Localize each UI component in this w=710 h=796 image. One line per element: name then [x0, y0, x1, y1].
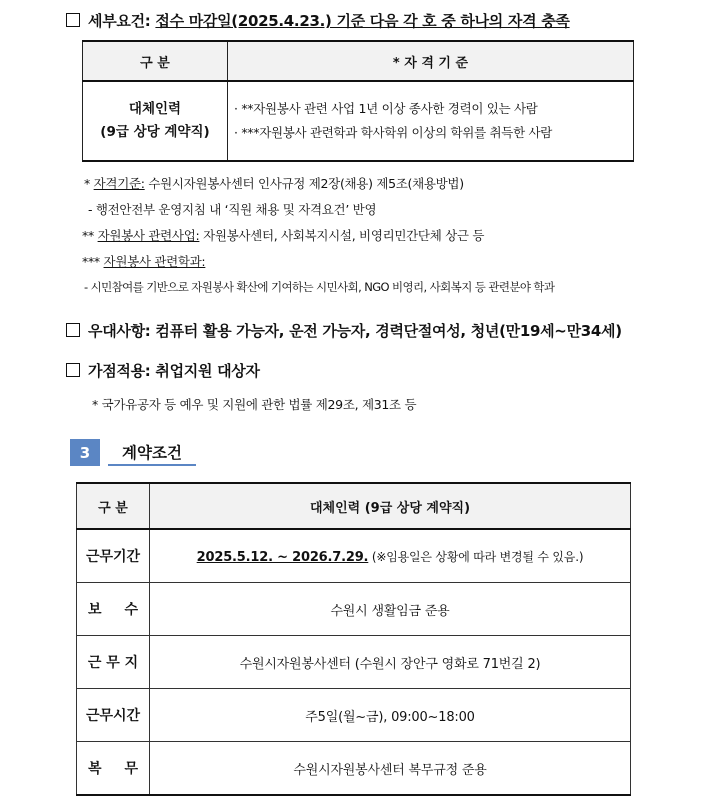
qual-criteria-cell [228, 81, 634, 161]
note-star: ** [82, 228, 94, 243]
note-qualification-basis [84, 174, 464, 192]
section-title: 계약조건 [108, 439, 196, 466]
qual-col-label: 구 분 [83, 41, 228, 81]
contract-col-label: 구 분 [77, 483, 150, 529]
row-label-char: 수 [124, 602, 138, 618]
row-value: 수원시자원봉사센터 (수원시 장안구 영화로 71번길 2) [150, 636, 631, 689]
table-row [77, 689, 631, 742]
qual-row-label-line2: (9급 상당 계약직) [100, 124, 210, 140]
row-label: 근무시간 [77, 689, 150, 742]
qualification-table [82, 40, 634, 162]
note-label: 자원봉사 관련사업: [97, 228, 200, 243]
contract-table [76, 482, 631, 796]
note-label: 자격기준: [93, 176, 145, 191]
qual-row-label-line1: 대체인력 [128, 101, 182, 117]
note-related-major-detail: - 시민참여를 기반으로 자원봉사 확산에 기여하는 시민사회, NGO 비영리, 사회복지 등 관련분야 학과 [84, 280, 555, 294]
note-star: *** [82, 254, 100, 269]
table-row [77, 583, 631, 636]
row-value [150, 529, 631, 583]
contract-col-value: 대체인력 (9급 상당 계약직) [150, 483, 631, 529]
bonus-note: * 국가유공자 등 예우 및 지원에 관한 법률 제29조, 제31조 등 [92, 397, 417, 412]
note-related-major [82, 252, 205, 270]
preferred-heading [66, 320, 622, 341]
work-period-note: (※임용일은 상황에 따라 변경될 수 있음.) [368, 549, 584, 564]
qual-criterion: · **자원봉사 관련 사업 1년 이상 종사한 경력이 있는 사람 [234, 101, 538, 116]
detail-underlined-text: 접수 마감일(2025.4.23.) 기준 다음 각 호 중 하나의 자격 충족 [155, 12, 570, 30]
table-row [77, 742, 631, 796]
note-label: 자원봉사 관련학과: [103, 254, 206, 269]
checkbox-square-icon [66, 13, 80, 27]
bonus-text: 가점적용: 취업지원 대상자 [88, 362, 260, 380]
note-related-business [82, 226, 484, 244]
qual-criterion: · ***자원봉사 관련학과 학사학위 이상의 학위를 취득한 사람 [234, 125, 553, 140]
qual-row-label [83, 81, 228, 161]
row-label [77, 583, 150, 636]
section-number-badge: 3 [70, 439, 100, 466]
row-value: 수원시 생활임금 준용 [150, 583, 631, 636]
table-row [77, 636, 631, 689]
row-label-char: 무 [124, 761, 138, 777]
row-value: 수원시자원봉사센터 복무규정 준용 [150, 742, 631, 796]
preferred-text: 우대사항: 컴퓨터 활용 가능자, 운전 가능자, 경력단절여성, 청년(만19세~만34세) [88, 322, 622, 340]
note-text: 자원봉사센터, 사회복지시설, 비영리민간단체 상근 등 [199, 228, 485, 243]
qual-col-criteria: * 자 격 기 준 [228, 41, 634, 81]
row-label: 근 무 지 [77, 636, 150, 689]
row-label: 근무기간 [77, 529, 150, 583]
note-guideline: - 행전안전부 운영지침 내 ‘직원 채용 및 자격요건’ 반영 [88, 202, 377, 217]
work-period-dates: 2025.5.12. ~ 2026.7.29. [196, 549, 369, 565]
detail-requirements-heading [66, 10, 570, 31]
checkbox-square-icon [66, 323, 80, 337]
note-star: * [84, 176, 90, 191]
row-label-char: 복 [88, 761, 102, 777]
bonus-heading [66, 360, 260, 381]
checkbox-square-icon [66, 363, 80, 377]
table-row [77, 529, 631, 583]
detail-prefix: 세부요건: [88, 12, 151, 30]
note-text: 수원시자원봉사센터 인사규정 제2장(채용) 제5조(채용방법) [144, 176, 464, 191]
row-value: 주5일(월~금), 09:00~18:00 [150, 689, 631, 742]
row-label-char: 보 [88, 602, 102, 618]
row-label [77, 742, 150, 796]
